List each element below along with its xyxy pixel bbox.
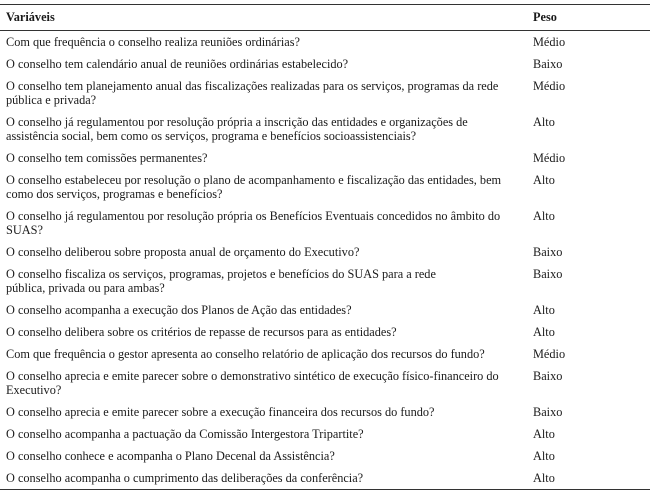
weight-cell: Alto	[533, 115, 555, 129]
table-row	[0, 445, 650, 467]
table-row	[0, 263, 650, 299]
table-row	[0, 169, 650, 205]
variable-cell	[0, 79, 533, 107]
variable-text-line: Com que frequência o gestor apresenta ao conselho relatório de aplicação dos recursos do fundo?	[6, 347, 485, 361]
variable-text-line: O conselho já regulamentou por resolução própria os Benefícios Eventuais concedidos no âmbito do	[6, 209, 501, 223]
variable-text-line: O conselho já regulamentou por resolução própria a inscrição das entidades e organizações de	[6, 115, 468, 129]
variable-text-line: pública e privada?	[6, 93, 97, 107]
table-row	[0, 31, 650, 53]
table-row	[0, 343, 650, 365]
variable-cell	[0, 449, 533, 463]
table-row	[0, 423, 650, 445]
table-row	[0, 241, 650, 263]
variable-text-line: O conselho acompanha a execução dos Planos de Ação das entidades?	[6, 303, 352, 317]
variable-cell	[0, 267, 533, 295]
weight-cell: Baixo	[533, 369, 563, 383]
variable-cell	[0, 369, 533, 397]
variable-cell	[0, 325, 533, 339]
variable-text-line: O conselho deliberou sobre proposta anual de orçamento do Executivo?	[6, 245, 360, 259]
weight-cell: Médio	[533, 35, 566, 49]
weight-cell: Alto	[533, 449, 555, 463]
variable-text-line: O conselho aprecia e emite parecer sobre a execução financeira dos recursos do fundo?	[6, 405, 435, 419]
variable-cell	[0, 245, 533, 259]
weight-cell: Baixo	[533, 245, 563, 259]
variable-cell	[0, 173, 533, 201]
variable-text-line: assistência social, bem como os serviços, programa e benefícios socioassistenciais?	[6, 129, 417, 143]
variable-cell	[0, 405, 533, 419]
table-row	[0, 467, 650, 489]
weight-cell: Médio	[533, 151, 566, 165]
variables-table	[0, 4, 650, 490]
table-row	[0, 299, 650, 321]
variable-text-line: O conselho aprecia e emite parecer sobre o demonstrativo sintético de execução físico-financeiro do	[6, 369, 499, 383]
variable-text-line: Com que frequência o conselho realiza reuniões ordinárias?	[6, 35, 300, 49]
table-row	[0, 53, 650, 75]
table-row	[0, 147, 650, 169]
weight-cell: Alto	[533, 303, 555, 317]
table-header	[0, 5, 650, 31]
variable-cell	[0, 57, 533, 71]
header-variables: Variáveis	[6, 10, 55, 24]
variable-text-line: O conselho tem calendário anual de reuniões ordinárias estabelecido?	[6, 57, 349, 71]
variable-cell	[0, 427, 533, 441]
variable-cell	[0, 209, 533, 237]
table-row	[0, 111, 650, 147]
header-weight: Peso	[533, 10, 557, 24]
table-row	[0, 365, 650, 401]
weight-cell: Baixo	[533, 267, 563, 281]
weight-cell: Médio	[533, 347, 566, 361]
weight-cell: Baixo	[533, 57, 563, 71]
table-row	[0, 401, 650, 423]
variable-text-line: O conselho tem planejamento anual das fiscalizações realizadas para os serviços, programas da rede	[6, 79, 499, 93]
variable-cell	[0, 35, 533, 49]
table-row	[0, 205, 650, 241]
variable-text-line: O conselho conhece e acompanha o Plano Decenal da Assistência?	[6, 449, 335, 463]
variable-text-line: O conselho tem comissões permanentes?	[6, 151, 208, 165]
weight-cell: Alto	[533, 325, 555, 339]
variable-text-line: O conselho acompanha a pactuação da Comissão Intergestora Tripartite?	[6, 427, 364, 441]
weight-cell: Baixo	[533, 405, 563, 419]
variable-text-line: Executivo?	[6, 383, 62, 397]
variable-cell	[0, 115, 533, 143]
weight-cell: Alto	[533, 173, 555, 187]
variable-cell	[0, 151, 533, 165]
variable-text-line: O conselho delibera sobre os critérios de repasse de recursos para as entidades?	[6, 325, 397, 339]
variable-cell	[0, 471, 533, 485]
variable-text-line: como dos serviços, programas e benefícios?	[6, 187, 223, 201]
weight-cell: Alto	[533, 427, 555, 441]
variable-cell	[0, 347, 533, 361]
variable-text-line: O conselho estabeleceu por resolução o plano de acompanhamento e fiscalização das entidades, bem	[6, 173, 502, 187]
variable-text-line: O conselho acompanha o cumprimento das deliberações da conferência?	[6, 471, 364, 485]
weight-cell: Alto	[533, 471, 555, 485]
variable-text-line: pública, privada ou para ambas?	[6, 281, 165, 295]
variable-text-line: O conselho fiscaliza os serviços, programas, projetos e benefícios do SUAS para a rede	[6, 267, 436, 281]
table-row	[0, 321, 650, 343]
variable-text-line: SUAS?	[6, 223, 43, 237]
weight-cell: Médio	[533, 79, 566, 93]
weight-cell: Alto	[533, 209, 555, 223]
variable-cell	[0, 303, 533, 317]
table-row	[0, 75, 650, 111]
table-body	[0, 31, 650, 489]
